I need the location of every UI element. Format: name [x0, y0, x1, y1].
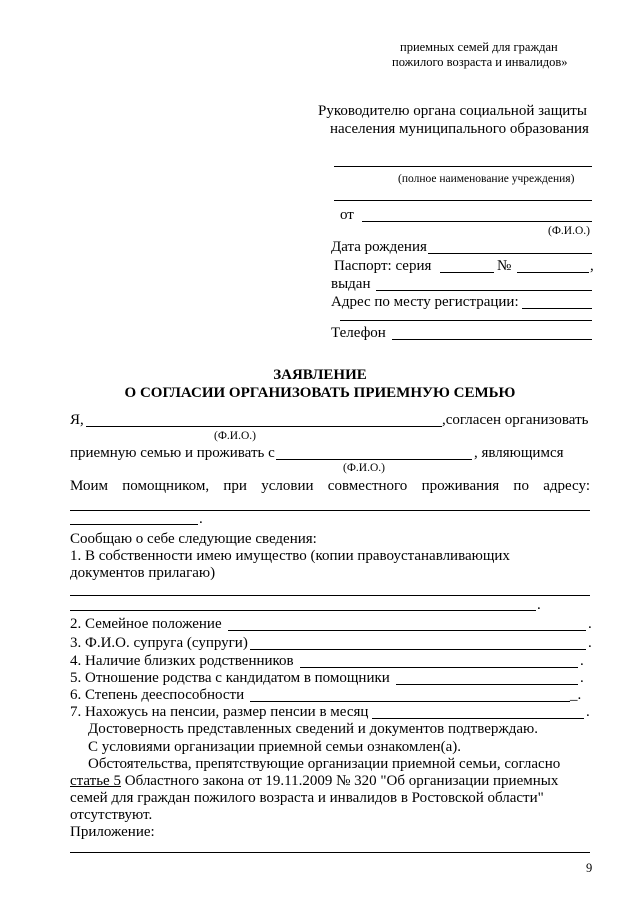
item-6-label: 6. Степень дееспособности [70, 687, 245, 703]
item-7-label: 7. Нахожусь на пенсии, размер пенсии в месяц [70, 704, 369, 720]
reg-address-blank-2[interactable] [340, 320, 592, 321]
item-6-end: _. [570, 687, 582, 703]
addressee-line-1: Руководителю органа социальной защиты [318, 103, 587, 119]
helper-address-dot: . [199, 511, 203, 527]
item-2-label: 2. Семейное положение [70, 616, 222, 632]
circumstances-line-2 [70, 772, 558, 790]
being-text: , являющимся [474, 445, 564, 461]
pension-blank[interactable] [372, 718, 584, 719]
capacity-blank[interactable] [250, 701, 570, 702]
item-2-dot: . [588, 616, 592, 632]
issued-label: выдан [331, 276, 371, 292]
family-text: приемную семью и проживать с [70, 445, 275, 461]
from-fio-hint: (Ф.И.О.) [548, 225, 590, 237]
item-7-dot: . [586, 704, 590, 720]
applicant-fio-blank[interactable] [86, 426, 442, 427]
item-5-label: 5. Отношение родства с кандидатом в помощники [70, 670, 390, 686]
attachment-label: Приложение: [70, 824, 155, 840]
item-1-line-1: 1. В собственности имею имущество (копии правоустанавливающих [70, 548, 510, 564]
phone-label: Телефон [331, 325, 386, 341]
kinship-blank[interactable] [396, 684, 578, 685]
passport-number-blank[interactable] [517, 272, 589, 273]
header-line-2: пожилого возраста и инвалидов» [392, 55, 568, 69]
agree-text: ,согласен организовать [442, 412, 589, 428]
institution-blank[interactable] [334, 166, 592, 167]
i-label: Я, [70, 412, 84, 428]
spouse-fio-blank[interactable] [250, 649, 586, 650]
institution-hint: (полное наименование учреждения) [398, 173, 575, 185]
from-fio-blank[interactable] [362, 221, 592, 222]
info-intro: Сообщаю о себе следующие сведения: [70, 531, 317, 547]
passport-comma: , [590, 258, 594, 274]
article-5-link[interactable]: статье 5 [70, 773, 121, 789]
header-line-1: приемных семей для граждан [400, 40, 558, 54]
property-blank-1[interactable] [70, 595, 590, 596]
item-3-dot: . [588, 635, 592, 651]
property-dot: . [537, 597, 541, 613]
from-label: от [340, 207, 354, 223]
birth-date-label: Дата рождения [331, 239, 427, 255]
circumstances-line-1: Обстоятельства, препятствующие организации приемной семьи, согласно [88, 756, 561, 772]
helper-address-blank-2[interactable] [70, 524, 198, 525]
circumstances-line-2-rest: Областного закона от 19.11.2009 № 320 "Об организации приемных [120, 773, 559, 789]
applicant-fio-hint: (Ф.И.О.) [214, 430, 256, 442]
phone-blank[interactable] [392, 339, 592, 340]
helper-fio-hint: (Ф.И.О.) [343, 462, 385, 474]
reg-address-blank[interactable] [522, 308, 592, 309]
familiar-text: С условиями организации приемной семьи ознакомлен(а). [88, 739, 461, 755]
issued-blank[interactable] [376, 290, 592, 291]
footer-rule [70, 852, 590, 853]
marital-status-blank[interactable] [228, 630, 586, 631]
item-4-dot: . [580, 653, 584, 669]
helper-address-blank-1[interactable] [70, 510, 590, 511]
passport-series-label: Паспорт: серия [334, 258, 432, 274]
document-title: ЗАЯВЛЕНИЕ [273, 367, 367, 383]
document-subtitle: О СОГЛАСИИ ОРГАНИЗОВАТЬ ПРИЕМНУЮ СЕМЬЮ [124, 385, 516, 401]
birth-date-blank[interactable] [428, 253, 592, 254]
helper-address-text: Моим помощником, при условии совместного проживания по адресу: [70, 478, 590, 494]
institution-blank-2[interactable] [334, 200, 592, 201]
addressee-line-2: населения муниципального образования [330, 121, 589, 137]
item-1-line-2: документов прилагаю) [70, 565, 216, 581]
confirm-text: Достоверность представленных сведений и документов подтверждаю. [88, 721, 538, 737]
circumstances-line-3: семей для граждан пожилого возраста и инвалидов в Ростовской области" [70, 790, 544, 806]
reg-address-label: Адрес по месту регистрации: [331, 294, 519, 310]
passport-series-blank[interactable] [440, 272, 494, 273]
property-blank-2[interactable] [70, 610, 536, 611]
circumstances-line-4: отсутствуют. [70, 807, 153, 823]
page-number: 9 [586, 861, 593, 875]
item-5-dot: . [580, 670, 584, 686]
relatives-blank[interactable] [300, 667, 578, 668]
item-3-label: 3. Ф.И.О. супруга (супруги) [70, 635, 248, 651]
item-4-label: 4. Наличие близких родственников [70, 653, 294, 669]
helper-fio-blank[interactable] [276, 459, 472, 460]
passport-number-label: № [497, 258, 512, 274]
